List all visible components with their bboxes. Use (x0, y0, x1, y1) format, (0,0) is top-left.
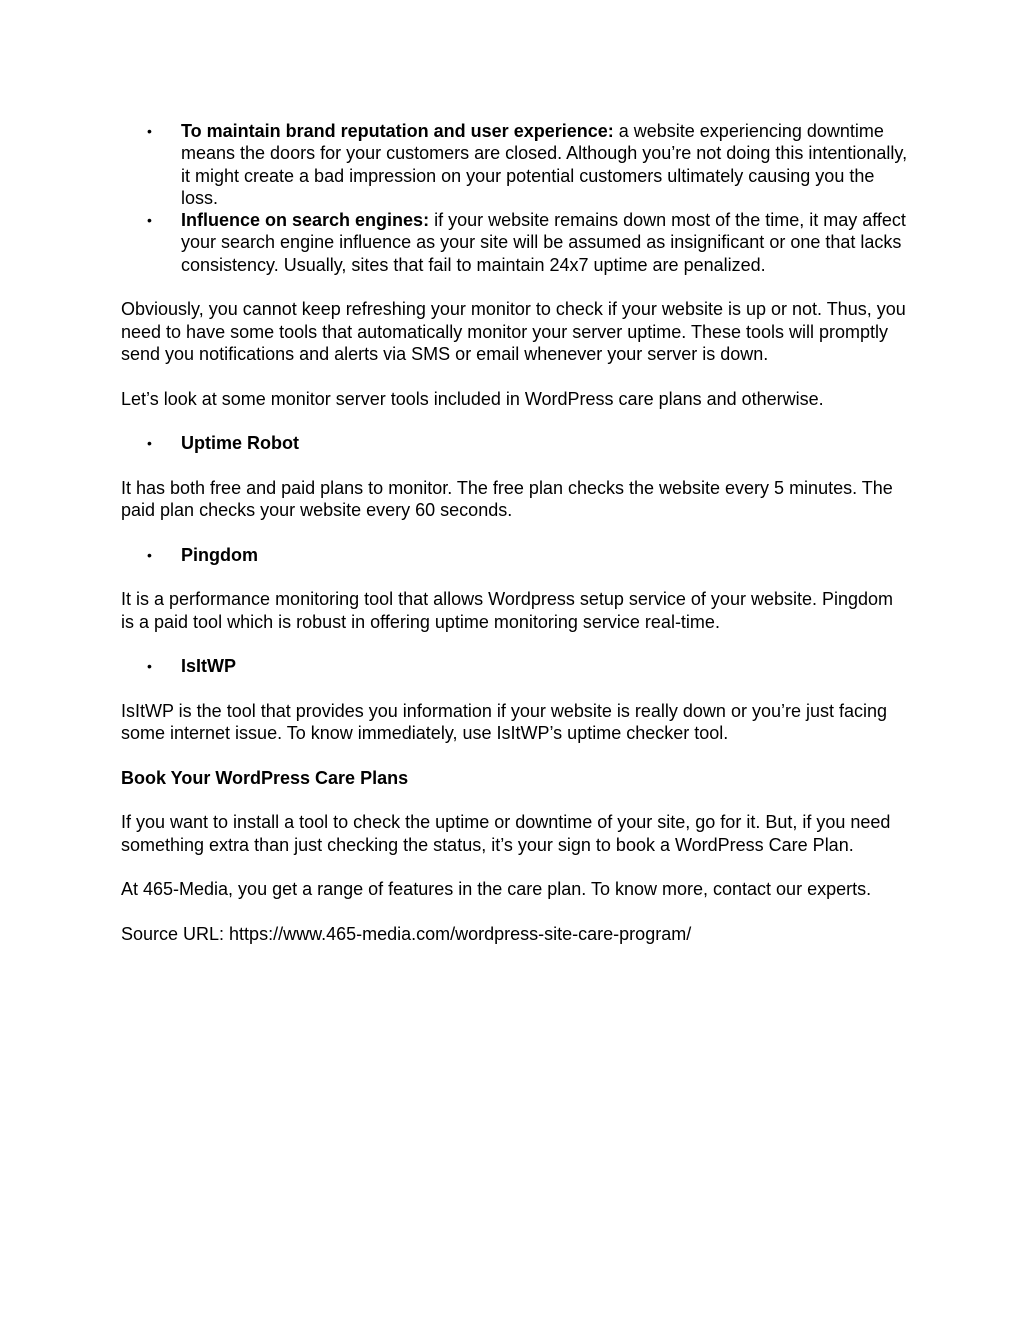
list-item-text: a website experiencing downtime means the doors for your customers are closed. Although you’re not doing this intentionally, it might create a bad impression on your potential customers ultimately causing you the loss. (181, 121, 908, 208)
source-url-line: Source URL: https://www.465-media.com/wordpress-site-care-program/ (121, 923, 692, 944)
tool-heading-list (121, 544, 911, 566)
paragraph-465-media: At 465-Media, you get a range of features in the care plan. To know more, contact our experts. (121, 879, 872, 900)
bullet-icon: • (147, 658, 152, 675)
bullet-icon: • (147, 123, 152, 139)
tool-description-uptime-robot: It has both free and paid plans to monitor. The free plan checks the website every 5 minutes. The paid plan checks your website every 60 seconds. (121, 477, 893, 521)
reasons-list (121, 120, 911, 276)
paragraph-care-plan: If you want to install a tool to check the uptime or downtime of your site, go for it. But, if you need something extra than just checking the status, it’s your sign to book a WordPress Care Plan. (121, 812, 891, 855)
tool-description-isitwp: IsItWP is the tool that provides you information if your website is really down or you’re just facing some internet issue. To know immediately, use IsItWP’s uptime checker tool. (121, 700, 888, 744)
paragraph-monitor: Obviously, you cannot keep refreshing your monitor to check if your website is up or not. Thus, you need to have some tools that automatically monitor your server uptime. These tools will promptly send you notifications and alerts via SMS or email whenever your server is down. (121, 299, 906, 364)
tool-name-uptime-robot: Uptime Robot (181, 433, 299, 454)
section-heading: Book Your WordPress Care Plans (121, 767, 409, 788)
list-item (121, 432, 911, 454)
tool-heading-list (121, 655, 911, 677)
tool-name-pingdom: Pingdom (181, 544, 258, 565)
list-item (121, 120, 911, 209)
paragraph-tools-intro: Let’s look at some monitor server tools included in WordPress care plans and otherwise. (121, 388, 824, 409)
list-item (121, 209, 911, 276)
document-page (121, 120, 911, 967)
list-item (121, 655, 911, 677)
list-item-label: Influence on search engines: (181, 210, 430, 231)
bullet-icon: • (147, 435, 152, 452)
list-item-text: if your website remains down most of the time, it may affect your search engine influence as your site will be assumed as insignificant or one that lacks consistency. Usually, sites that fail to maintain 24x7 uptime are penalized. (181, 210, 906, 275)
tool-name-isitwp: IsItWP (181, 656, 237, 677)
list-item-label: To maintain brand reputation and user experience: (181, 121, 614, 141)
tool-heading-list (121, 432, 911, 454)
tool-description-pingdom: It is a performance monitoring tool that allows Wordpress setup service of your website. Pingdom is a paid tool which is robust in offering uptime monitoring service real-time. (121, 589, 894, 632)
list-item (121, 544, 911, 566)
bullet-icon: • (147, 546, 152, 563)
bullet-icon: • (147, 212, 152, 229)
